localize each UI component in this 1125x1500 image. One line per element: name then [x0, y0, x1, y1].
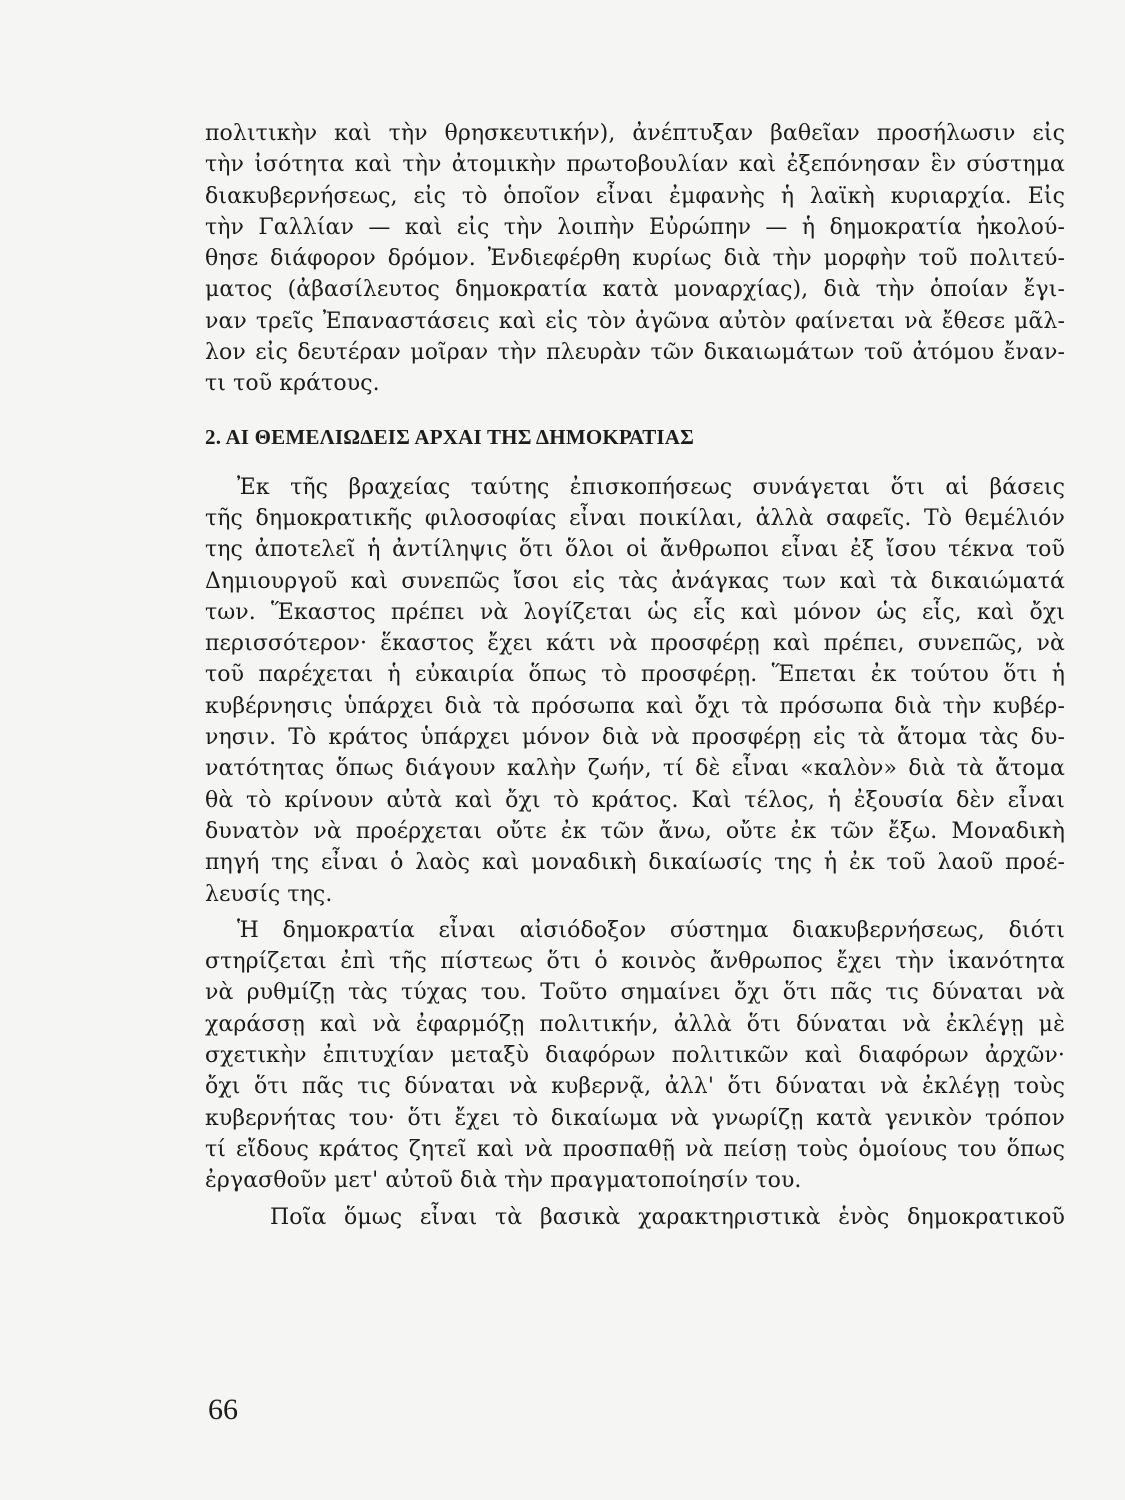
text-line: πολιτικὴν καὶ τὴν θρησκευτικήν), ἀνέπτυξαν βαθεῖαν προσήλωσιν εἰς [205, 121, 1065, 146]
text-line: σχετικὴν ἐπιτυχίαν μεταξὺ διαφόρων πολιτικῶν καὶ διαφόρων ἀρχῶν· [205, 1043, 1065, 1069]
text-line: ὄχι ὅτι πᾶς τις δύναται νὰ κυβερνᾷ, ἀλλ' ὅτι δύναται νὰ ἐκλέγῃ τοὺς [205, 1074, 1065, 1100]
text-line: χαράσσῃ καὶ νὰ ἐφαρμόζῃ πολιτικήν, ἀλλὰ ὅτι δύναται νὰ ἐκλέγῃ μὲ [205, 1011, 1065, 1037]
text-line: Ἡ δημοκρατία εἶναι αἰσιόδοξον σύστημα διακυβερνήσεως, διότι [237, 917, 1065, 943]
text-line: νησιν. Τὸ κράτος ὑπάρχει μόνον διὰ νὰ προσφέρῃ εἰς τὰ ἄτομα τὰς δυ- [205, 725, 1065, 751]
text-line: θὰ τὸ κρίνουν αὐτὰ καὶ ὄχι τὸ κράτος. Καὶ τέλος, ἡ ἐξουσία δὲν εἶναι [205, 787, 1065, 813]
text-line: θησε διάφορον δρόμον. Ἐνδιεφέρθη κυρίως διὰ τὴν μορφὴν τοῦ πολιτεύ- [205, 246, 1065, 272]
text-line: Ποῖα ὅμως εἶναι τὰ βασικὰ χαρακτηριστικὰ ἑνὸς δημοκρατικοῦ [270, 1204, 1065, 1230]
text-line: νατότητας ὅπως διάγουν καλὴν ζωήν, τί δὲ εἶναι «καλὸν» διὰ τὰ ἄτομα [205, 756, 1065, 782]
text-line: δυνατὸν νὰ προέρχεται οὔτε ἐκ τῶν ἄνω, οὔτε ἐκ τῶν ἔξω. Μοναδικὴ [205, 818, 1065, 844]
text-line: τὴν ἰσότητα καὶ τὴν ἀτομικὴν πρωτοβουλίαν καὶ ἐξεπόνησαν ἓν σύστημα [205, 152, 1065, 178]
text-line: ματος (ἀβασίλευτος δημοκρατία κατὰ μοναρχίας), διὰ τὴν ὁποίαν ἔγι- [205, 277, 1065, 303]
text-line: των. Ἕκαστος πρέπει νὰ λογίζεται ὡς εἷς καὶ μόνον ὡς εἷς, καὶ ὄχι [205, 599, 1065, 625]
text-line: περισσότερον· ἕκαστος ἔχει κάτι νὰ προσφέρῃ καὶ πρέπει, συνεπῶς, νὰ [205, 631, 1065, 657]
paragraph-4 [205, 1202, 1065, 1233]
text-line: κυβέρνησις ὑπάρχει διὰ τὰ πρόσωπα καὶ ὄχι τὰ πρόσωπα διὰ τὴν κυβέρ- [205, 693, 1065, 719]
page-number: 66 [208, 1393, 238, 1426]
text-line: τῆς δημοκρατικῆς φιλοσοφίας εἶναι ποικίλαι, ἀλλὰ σαφεῖς. Τὸ θεμέλιόν [205, 505, 1065, 531]
text-line: της ἀποτελεῖ ἡ ἀντίληψις ὅτι ὅλοι οἱ ἄνθρωποι εἶναι ἐξ ἴσου τέκνα τοῦ [205, 537, 1065, 563]
text-line: λευσίς της. [205, 881, 333, 907]
text-line: τὴν Γαλλίαν — καὶ εἰς τὴν λοιπὴν Εὐρώπην — ἡ δημοκρατία ἠκολού- [205, 214, 1065, 240]
text-line: τι τοῦ κράτους. [205, 371, 380, 397]
text-line: Δημιουργοῦ καὶ συνεπῶς ἴσοι εἰς τὰς ἀνάγκας των καὶ τὰ δικαιώματά [205, 568, 1065, 594]
text-line: λον εἰς δευτέραν μοῖραν τὴν πλευρὰν τῶν δικαιωμάτων τοῦ ἀτόμου ἔναν- [205, 340, 1065, 366]
paragraph-1 [205, 118, 1065, 400]
text-line: Ἐκ τῆς βραχείας ταύτης ἐπισκοπήσεως συνάγεται ὅτι αἱ βάσεις [237, 474, 1065, 500]
text-line: πηγή της εἶναι ὁ λαὸς καὶ μοναδικὴ δικαίωσίς της ἡ ἐκ τοῦ λαοῦ προέ- [205, 850, 1065, 876]
text-line: νὰ ρυθμίζῃ τὰς τύχας του. Τοῦτο σημαίνει ὄχι ὅτι πᾶς τις δύναται νὰ [205, 980, 1065, 1006]
text-line: ναν τρεῖς Ἐπαναστάσεις καὶ εἰς τὸν ἀγῶνα αὐτὸν φαίνεται νὰ ἔθεσε μᾶλ- [205, 308, 1065, 334]
text-line: τί εἴδους κράτος ζητεῖ καὶ νὰ προσπαθῇ νὰ πείσῃ τοὺς ὁμοίους του ὅπως [205, 1136, 1065, 1162]
section-heading: 2. ΑΙ ΘΕΜΕΛΙΩΔΕΙΣ ΑΡΧΑΙ ΤΗΣ ΔΗΜΟΚΡΑΤΙΑΣ [205, 424, 695, 449]
paragraph-2 [205, 472, 1065, 910]
text-line: στηρίζεται ἐπὶ τῆς πίστεως ὅτι ὁ κοινὸς ἄνθρωπος ἔχει τὴν ἱκανότητα [205, 949, 1065, 975]
text-line: τοῦ παρέχεται ἡ εὐκαιρία ὅπως τὸ προσφέρῃ. Ἕπεται ἐκ τούτου ὅτι ἡ [205, 662, 1065, 688]
page-body [205, 118, 1065, 1233]
paragraph-3 [205, 915, 1065, 1197]
text-line: ἐργασθοῦν μετ' αὐτοῦ διὰ τὴν πραγματοποίησίν του. [205, 1168, 802, 1194]
text-line: κυβερνήτας του· ὅτι ἔχει τὸ δικαίωμα νὰ γνωρίζῃ κατὰ γενικὸν τρόπον [205, 1105, 1065, 1131]
text-line: διακυβερνήσεως, εἰς τὸ ὁποῖον εἶναι ἐμφανὴς ἡ λαϊκὴ κυριαρχία. Εἰς [205, 183, 1065, 209]
